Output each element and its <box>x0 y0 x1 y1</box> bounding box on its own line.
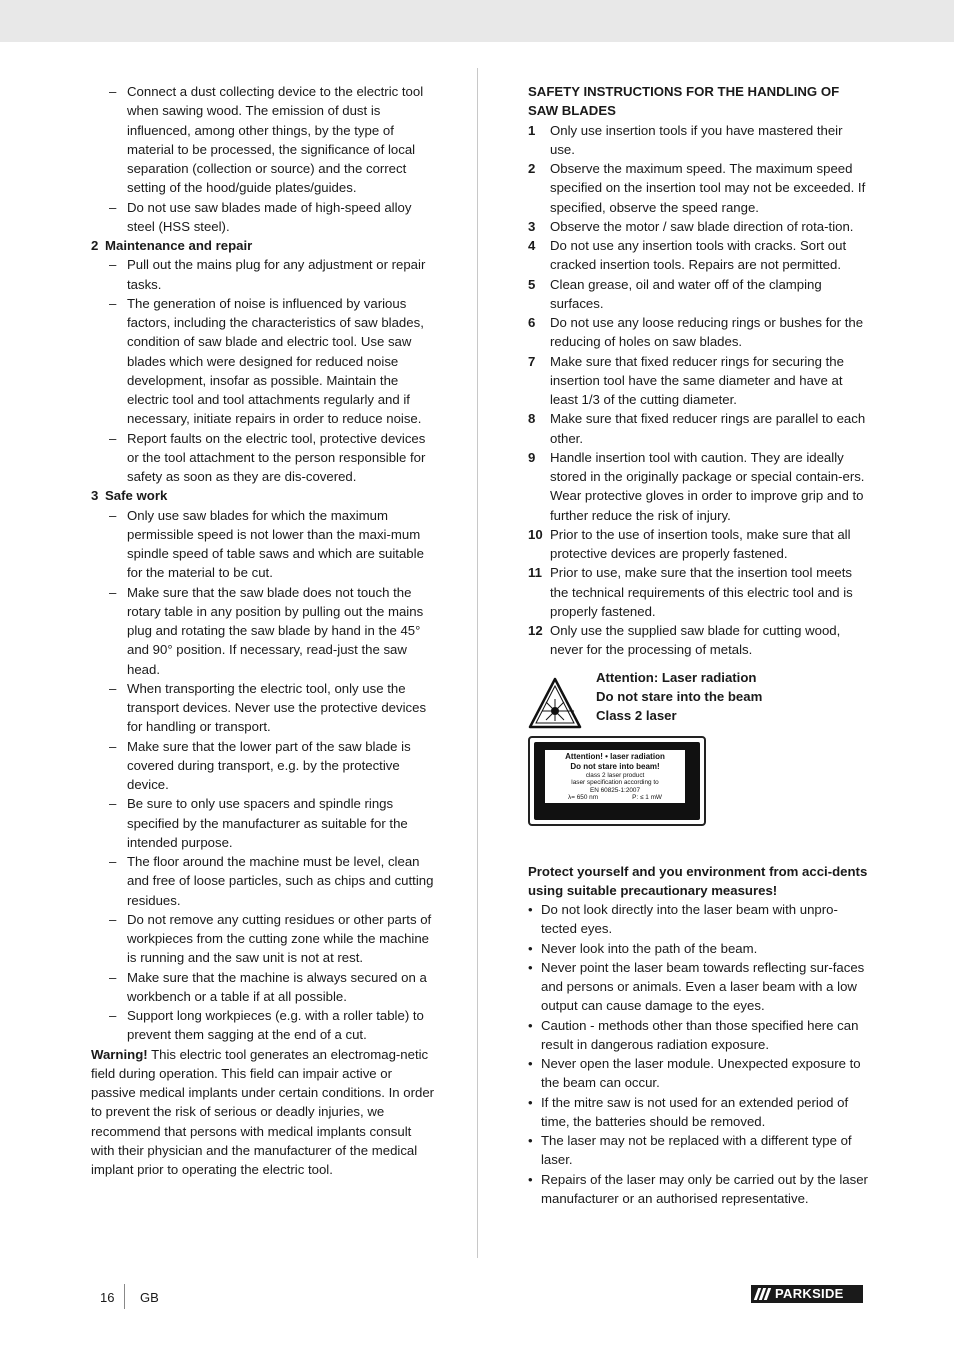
dash-list-item: – When transporting the electric tool, only use the transport devices. Never use the protective devices for handling or transport. <box>91 679 436 737</box>
parkside-logo <box>751 1285 863 1303</box>
item-text: Prior to the use of insertion tools, make sure that all protective devices are properly fastened. <box>550 526 851 561</box>
saw-blade-instructions-list <box>528 121 870 660</box>
item-number: 4 <box>528 238 536 253</box>
label-text-panel <box>545 750 685 803</box>
item-number: 10 <box>528 526 543 542</box>
laser-warning-block <box>528 668 870 729</box>
numbered-item <box>528 217 870 236</box>
dash-list-item: – Report faults on the electric tool, protective devices or the tool attachment to the person responsible for safety as soon as they are dis-covered. <box>91 429 436 487</box>
item-text: Do not use any loose reducing rings or bushes for the reducing of holes on saw blades. <box>550 315 864 350</box>
item-number: 9 <box>528 449 536 465</box>
item-text: Observe the motor / saw blade direction of rota-tion. <box>550 218 854 234</box>
laser-warning-text <box>596 668 762 726</box>
bullet-item: • Never point the laser beam towards reflecting sur-faces and persons or animals. Even a laser beam with a low output can cause damage to the eyes. <box>528 958 870 1016</box>
laser-line: Do not stare into the beam <box>596 688 763 704</box>
dash-list-item: – Do not remove any cutting residues or other parts of workpieces from the cutting zone while the machine is running and the saw unit is not at rest. <box>91 910 436 968</box>
item-number: 2 <box>528 161 536 176</box>
numbered-item <box>528 313 870 352</box>
page-number: 16 <box>100 1290 115 1305</box>
numbered-item <box>528 563 870 621</box>
section-title: Maintenance and repair <box>105 238 253 253</box>
label-wavelength: λ= 650 nm <box>568 794 599 802</box>
section-number: 2 <box>91 238 99 253</box>
left-item-list <box>91 82 436 1045</box>
numbered-item <box>528 352 870 410</box>
right-column <box>528 82 870 1208</box>
dash-list-item: – The generation of noise is influenced by various factors, including the characteristics of saw blades, condition of saw blade and electric tool. Use saw blades which were designed for reduced noise development, insofar as possible. Maintain the electric tool and tool attachments regularly and if necessary, initiate repairs in order to reduce noise. <box>91 294 436 429</box>
protect-heading: Protect yourself and you environment from acci-dents using suitable precautionary measures! <box>528 863 868 898</box>
section-heading <box>91 236 436 255</box>
item-text: Only use the supplied saw blade for cutting wood, never for the processing of metals. <box>550 623 841 658</box>
laser-warning-icon <box>528 677 582 729</box>
bullet-item: • Never open the laser module. Unexpected exposure to the beam can occur. <box>528 1054 870 1093</box>
dash-list-item: – Pull out the mains plug for any adjustment or repair tasks. <box>91 255 436 294</box>
bullet-item: • Never look into the path of the beam. <box>528 939 870 958</box>
item-text: Make sure that fixed reducer rings for securing the insertion tool have the same diameter and have at least 1/3 of the cutting diameter. <box>550 353 844 407</box>
dash-list-item: – Be sure to only use spacers and spindle rings specified by the manufacturer as suitable for the intended purpose. <box>91 794 436 852</box>
numbered-item <box>528 621 870 660</box>
label-power: P: ≤ 1 mW <box>632 794 662 802</box>
item-number: 7 <box>528 353 536 369</box>
dash-list-item: – Support long workpieces (e.g. with a roller table) to prevent them sagging at the end of a cut. <box>91 1006 436 1045</box>
laser-line: Class 2 laser <box>596 708 677 723</box>
item-number: 6 <box>528 315 536 330</box>
laser-safety-bullets <box>528 900 870 1208</box>
section-heading <box>91 486 436 505</box>
dash-list-item: – Make sure that the machine is always secured on a workbench or a table if at all possible. <box>91 968 436 1007</box>
label-line: Attention! • laser radiation <box>565 751 665 761</box>
item-number: 11 <box>528 565 542 581</box>
bullet-item: • The laser may not be replaced with a different type of laser. <box>528 1131 870 1170</box>
laser-product-label <box>528 736 706 826</box>
logo-stripes-icon <box>751 1285 775 1303</box>
language-code: GB <box>140 1290 159 1305</box>
item-number: 8 <box>528 411 536 427</box>
numbered-item <box>528 159 870 217</box>
logo-text: PARKSIDE <box>775 1286 844 1301</box>
item-text: Clean grease, oil and water off of the clamping surfaces. <box>550 276 822 311</box>
saw-blade-section-title: SAFETY INSTRUCTIONS FOR THE HANDLING OF SAW BLADES <box>528 84 840 119</box>
laser-line: Attention: Laser radiation <box>596 669 757 685</box>
item-text: Prior to use, make sure that the insertion tool meets the technical requirements of this electric tool and is properly fastened. <box>550 565 853 619</box>
numbered-item <box>528 448 870 525</box>
section-title: Safe work <box>105 488 168 504</box>
bullet-item: • Do not look directly into the laser beam with unpro-tected eyes. <box>528 900 870 939</box>
bullet-item: • If the mitre saw is not used for an extended period of time, the batteries should be removed. <box>528 1093 870 1132</box>
label-line: Do not stare into beam! <box>570 761 660 771</box>
numbered-item <box>528 236 870 275</box>
label-line: class 2 laser product <box>585 771 645 779</box>
dash-list-item: – Connect a dust collecting device to the electric tool when sawing wood. The emission of dust is influenced, among other things, by the type of material to be processed, the significance of local separation (collection or source) and the correct setting of the hood/guide plates/guides. <box>91 82 436 198</box>
bullet-item: • Repairs of the laser may only be carried out by the laser manufacturer or an authorised representative. <box>528 1170 870 1209</box>
dash-list-item: – Make sure that the saw blade does not touch the rotary table in any position by pulling out the mains plug and rotating the saw blade by hand in the 45° and 90° position. If necessary, read-just the saw head. <box>91 583 436 679</box>
dash-list-item: – The floor around the machine must be level, clean and free of loose particles, such as chips and cutting residues. <box>91 852 436 910</box>
label-line: laser specification according to <box>571 779 659 787</box>
dash-list-item: – Do not use saw blades made of high-speed alloy steel (HSS steel). <box>91 198 436 237</box>
dash-list-item: – Only use saw blades for which the maximum permissible speed is not lower than the maxi-mum spindle speed of table saws and which are suitable for the material to be cut. <box>91 506 436 583</box>
item-number: 1 <box>528 122 536 138</box>
warning-label: Warning! <box>91 1046 148 1062</box>
left-column <box>91 82 436 1179</box>
item-number: 3 <box>528 218 536 234</box>
item-text: Make sure that fixed reducer rings are parallel to each other. <box>550 411 866 446</box>
footer-separator <box>124 1284 125 1309</box>
numbered-item <box>528 275 870 314</box>
label-footer <box>545 794 685 802</box>
dash-list-item: – Make sure that the lower part of the saw blade is covered during transport, e.g. by the protective device. <box>91 737 436 795</box>
numbered-item <box>528 121 870 160</box>
item-text: Only use insertion tools if you have mastered their use. <box>550 122 843 157</box>
top-band <box>0 0 954 42</box>
numbered-item <box>528 409 870 448</box>
warning-text: This electric tool generates an electromag-netic field during operation. This field can impair active or passive medical implants under certain conditions. In order to prevent the risk of serious or deadly injuries, we recommend that persons with medical implants consult with their physician and the manufacturer of the medical implant prior to operating the electric tool. <box>91 1046 435 1177</box>
section-number: 3 <box>91 488 99 504</box>
column-divider <box>477 68 478 1258</box>
warning-paragraph <box>91 1045 436 1180</box>
numbered-item <box>528 525 870 564</box>
bullet-item: • Caution - methods other than those specified here can result in dangerous radiation exposure. <box>528 1016 870 1055</box>
item-number: 12 <box>528 623 543 638</box>
item-text: Do not use any insertion tools with cracks. Sort out cracked insertion tools. Repairs are not permitted. <box>550 238 847 273</box>
item-number: 5 <box>528 276 536 292</box>
label-line: EN 60825-1:2007 <box>589 786 641 794</box>
item-text: Handle insertion tool with caution. They are ideally stored in the originally package or special contain-ers. Wear protective gloves in order to improve grip and to further reduce the risk of injury. <box>550 449 865 523</box>
item-text: Observe the maximum speed. The maximum speed specified on the insertion tool may not be exceeded. If specified, observe the speed range. <box>550 161 866 215</box>
